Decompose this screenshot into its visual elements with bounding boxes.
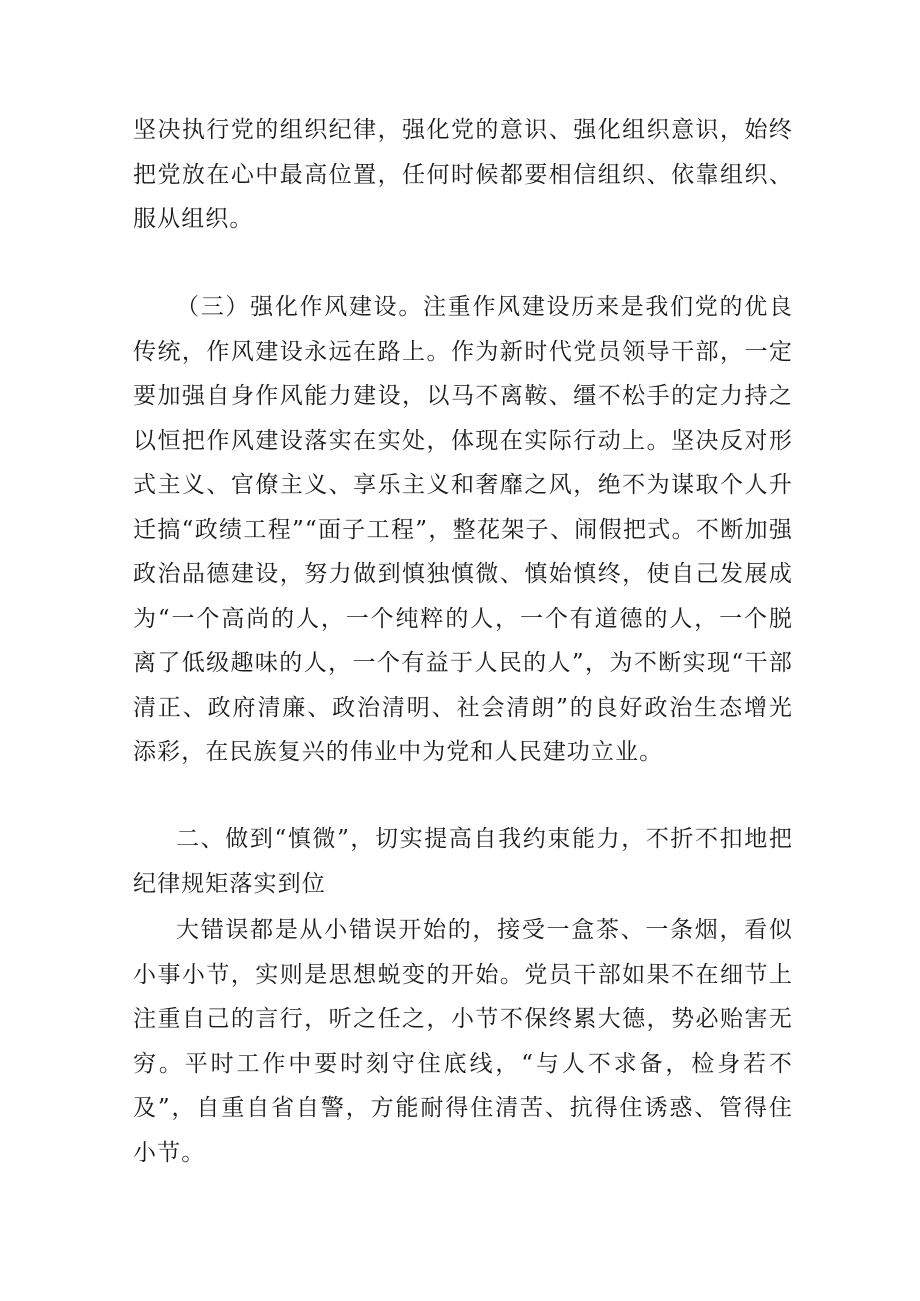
section-heading-two: 二、做到“慎微”，切实提高自我约束能力，不折不扣地把纪律规矩落实到位 — [133, 826, 793, 897]
paragraph-continuation: 坚决执行党的组织纪律，强化党的意识、强化组织意识，始终把党放在心中最高位置，任何时候都要相信组织、依靠组织、服从组织。 — [133, 117, 793, 232]
paragraph-style-building: （三）强化作风建设。注重作风建设历来是我们党的优良传统，作风建设永远在路上。作为新时代党员领导干部，一定要加强自身作风能力建设，以马不离鞍、缰不松手的定力持之以恒把作风建设落实在实处，体现在实际行动上。坚决反对形式主义、官僚主义、享乐主义和奢靡之风，绝不为谋取个人升迁搞“政绩工程”“面子工程”，整花架子、闹假把式。不断加强政治品德建设，努力做到慎独慎微、慎始慎终，使自己发展成为“一个高尚的人，一个纯粹的人，一个有道德的人，一个脱离了低级趣味的人，一个有益于人民的人”，为不断实现“干部清正、政府清廉、政治清明、社会清朗”的良好政治生态增光添彩，在民族复兴的伟业中为党和人民建功立业。 — [133, 294, 793, 765]
paragraph-small-mistakes: 大错误都是从小错误开始的，接受一盒茶、一条烟，看似小事小节，实则是思想蜕变的开始。党员干部如果不在细节上注重自己的言行，听之任之，小节不保终累大德，势必贻害无穷。平时工作中要时刻守住底线，“与人不求备，检身若不及”，自重自省自警，方能耐得住清苦、抗得住诱惑、管得住小节。 — [133, 917, 793, 1166]
